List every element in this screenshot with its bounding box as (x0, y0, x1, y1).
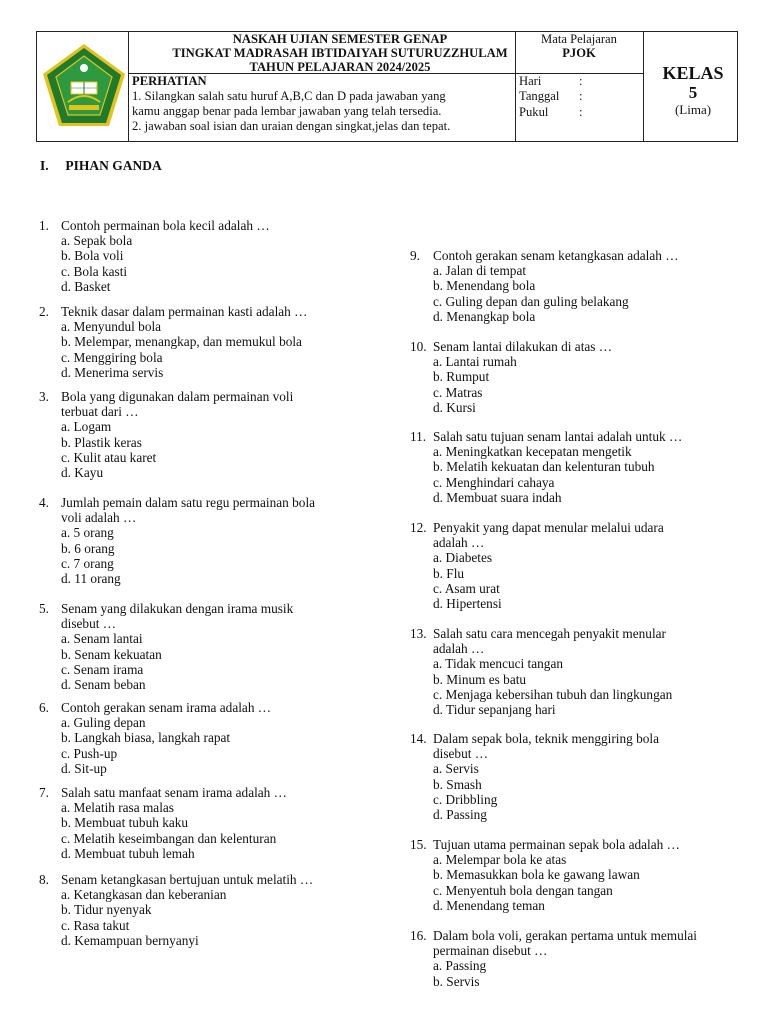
question-item (39, 218, 270, 294)
question-text: Dalam sepak bola, teknik menggiring bola (433, 731, 659, 746)
instruction-line: kamu anggap benar pada lembar jawaban yang telah tersedia. (132, 104, 442, 118)
question-item (410, 731, 659, 822)
question-text: Dalam bola voli, gerakan pertama untuk memulai (433, 928, 698, 943)
title-line: TINGKAT MADRASAH IBTIDAIYAH SUTURUZZHULAM (172, 46, 508, 60)
answer-option[interactable]: a. Menyundul bola (61, 319, 162, 335)
answer-option[interactable]: c. Menjaga kebersihan tubuh dan lingkungan (433, 686, 673, 702)
question-item (39, 304, 307, 380)
question-text: Bola yang digunakan dalam permainan voli (61, 389, 294, 404)
question-number: 12. (410, 520, 427, 535)
title-line: NASKAH UJIAN SEMESTER GENAP (232, 32, 448, 46)
question-text: permainan disebut … (433, 943, 548, 959)
answer-option[interactable]: c. 7 orang (61, 555, 114, 571)
instructions-heading: PERHATIAN (132, 74, 207, 88)
answer-option[interactable]: a. Melempar bola ke atas (433, 852, 567, 868)
subject-label: Mata Pelajaran (541, 32, 617, 46)
instructions (132, 74, 552, 134)
question-item (410, 429, 682, 505)
answer-option[interactable]: c. Bola kasti (61, 263, 128, 279)
meta-label: Pukul (519, 104, 549, 119)
answer-option[interactable]: d. Menerima servis (61, 364, 164, 380)
answer-option[interactable]: d. Kursi (433, 399, 476, 415)
question-text: Tujuan utama permainan sepak bola adalah … (433, 837, 680, 852)
question-number: 8. (39, 872, 49, 887)
answer-option[interactable]: b. Minum es batu (433, 671, 527, 687)
answer-option[interactable]: b. Servis (433, 973, 480, 989)
answer-option[interactable]: c. Dribbling (433, 791, 498, 807)
answer-option[interactable]: a. Lantai rumah (433, 354, 517, 370)
question-text: Contoh gerakan senam ketangkasan adalah … (433, 248, 679, 263)
question-text: Senam yang dilakukan dengan irama musik (61, 601, 294, 616)
exam-header (36, 31, 738, 142)
answer-option[interactable]: b. 6 orang (61, 540, 115, 556)
question-number: 6. (39, 700, 49, 715)
question-number: 16. (410, 928, 427, 943)
answer-option[interactable]: b. Melempar, menangkap, dan memukul bola (61, 334, 302, 350)
answer-option[interactable]: a. Logam (61, 419, 112, 435)
answer-option[interactable]: d. Kemampuan bernyanyi (61, 932, 199, 948)
question-number: 14. (410, 731, 427, 746)
meta-label: Hari (519, 74, 542, 88)
question-item (410, 837, 680, 913)
answer-option[interactable]: a. Passing (433, 958, 487, 974)
answer-option[interactable]: d. Passing (433, 807, 487, 823)
section-heading (40, 158, 162, 173)
question-text: Senam ketangkasan bertujuan untuk melatih … (61, 872, 314, 887)
question-text: Salah satu cara mencegah penyakit menular (433, 626, 666, 641)
answer-option[interactable]: b. Flu (433, 565, 465, 581)
answer-option[interactable]: b. Melatih kekuatan dan kelenturan tubuh (433, 459, 655, 475)
answer-option[interactable]: d. Kayu (61, 465, 104, 481)
answer-option[interactable]: d. Hipertensi (433, 596, 502, 612)
question-item (410, 626, 672, 717)
answer-option[interactable]: a. 5 orang (61, 525, 114, 541)
subject-box (515, 32, 643, 60)
question-text: Senam lantai dilakukan di atas … (433, 339, 613, 354)
answer-option[interactable]: d. Sit-up (61, 760, 107, 776)
answer-option[interactable]: b. Membuat tubuh kaku (61, 815, 189, 831)
answer-option[interactable]: b. Senam kekuatan (61, 646, 162, 662)
school-logo-icon (41, 42, 127, 130)
section-number: I. (40, 158, 49, 173)
question-item (39, 700, 271, 776)
answer-option[interactable]: b. Tidur nyenyak (61, 902, 152, 918)
answer-option[interactable]: d. Basket (61, 278, 111, 294)
exam-meta (519, 74, 583, 120)
divider (643, 32, 644, 141)
instruction-line: 1. Silangkan salah satu huruf A,B,C dan D pada jawaban yang (132, 89, 446, 103)
class-label: KELAS (662, 63, 724, 83)
answer-option[interactable]: b. Bola voli (61, 248, 124, 264)
question-number: 2. (39, 304, 49, 319)
answer-option[interactable]: a. Guling depan (61, 715, 146, 731)
answer-option[interactable]: c. Menggiring bola (61, 349, 163, 365)
answer-option[interactable]: c. Menghindari cahaya (433, 474, 555, 490)
answer-option[interactable]: c. Asam urat (433, 580, 500, 596)
question-item (410, 248, 679, 324)
answer-option[interactable]: c. Guling depan dan guling belakang (433, 293, 629, 309)
meta-row-day (519, 74, 583, 89)
question-number: 9. (410, 248, 420, 263)
section-title: PIHAN GANDA (65, 158, 162, 173)
question-item (39, 785, 287, 861)
answer-option[interactable]: c. Matras (433, 384, 483, 400)
question-number: 10. (410, 339, 427, 354)
question-number: 15. (410, 837, 427, 852)
question-item (39, 601, 293, 692)
question-text: Contoh permainan bola kecil adalah … (61, 218, 270, 233)
answer-option[interactable]: b. Langkah biasa, langkah rapat (61, 730, 231, 746)
question-number: 13. (410, 626, 427, 641)
meta-value: : (579, 74, 583, 88)
answer-option[interactable]: a. Sepak bola (61, 233, 133, 249)
question-text: Contoh gerakan senam irama adalah … (61, 700, 272, 715)
answer-option[interactable]: a. Tidak mencuci tangan (433, 656, 563, 672)
question-number: 1. (39, 218, 49, 233)
meta-label: Tanggal (519, 89, 560, 104)
answer-option[interactable]: d. Menendang teman (433, 897, 545, 913)
answer-option[interactable]: d. Membuat tubuh lemah (61, 845, 195, 861)
answer-option[interactable]: a. Jalan di tempat (433, 263, 527, 279)
answer-option[interactable]: b. Memasukkan bola ke gawang lawan (433, 867, 640, 883)
answer-option[interactable]: d. 11 orang (61, 571, 121, 587)
answer-option[interactable]: c. Menyentuh bola dengan tangan (433, 882, 613, 898)
answer-option[interactable]: c. Melatih keseimbangan dan kelenturan (61, 830, 277, 846)
question-number: 4. (39, 495, 49, 510)
meta-row-time (519, 105, 583, 120)
question-item (39, 872, 313, 948)
question-number: 11. (410, 429, 427, 444)
question-text: voli adalah … (61, 510, 137, 526)
question-item (39, 495, 315, 586)
answer-option[interactable]: a. Servis (433, 761, 479, 777)
answer-option[interactable]: a. Meningkatkan kecepatan mengetik (433, 444, 632, 460)
meta-row-date (519, 89, 583, 104)
class-word: (Lima) (674, 102, 712, 117)
question-number: 3. (39, 389, 49, 404)
question-text: Jumlah pemain dalam satu regu permainan bola (61, 495, 316, 510)
question-text: disebut … (61, 616, 117, 632)
question-text: Teknik dasar dalam permainan kasti adalah … (61, 304, 308, 319)
question-item (410, 520, 664, 611)
answer-option[interactable]: b. Rumput (433, 369, 490, 385)
answer-option[interactable]: c. Senam irama (61, 661, 144, 677)
question-number: 7. (39, 785, 49, 800)
instruction-line: 2. jawaban soal isian dan uraian dengan singkat,jelas dan tepat. (132, 119, 451, 133)
answer-option[interactable]: d. Tidur sepanjang hari (433, 702, 556, 718)
divider (128, 32, 129, 141)
question-item (39, 389, 293, 480)
meta-value: : (579, 89, 583, 104)
answer-option[interactable]: b. Smash (433, 776, 482, 792)
question-text: disebut … (433, 746, 489, 762)
question-text: terbuat dari … (61, 404, 139, 420)
answer-option[interactable]: b. Menendang bola (433, 278, 536, 294)
answer-option[interactable]: a. Melatih rasa malas (61, 800, 174, 816)
subject-value: PJOK (562, 46, 596, 60)
class-number: 5 (688, 83, 698, 102)
question-item (410, 339, 612, 415)
title-line: TAHUN PELAJARAN 2024/2025 (249, 60, 431, 74)
question-number: 5. (39, 601, 49, 616)
answer-option[interactable]: a. Senam lantai (61, 631, 143, 647)
question-item (410, 928, 697, 989)
question-text: Penyakit yang dapat menular melalui udara (433, 520, 664, 535)
meta-value: : (579, 104, 583, 119)
question-text: Salah satu tujuan senam lantai adalah untuk … (433, 429, 683, 444)
answer-option[interactable]: c. Kulit atau karet (61, 449, 157, 465)
exam-title (134, 32, 546, 74)
answer-option[interactable]: c. Push-up (61, 745, 118, 761)
answer-option[interactable]: d. Menangkap bola (433, 308, 536, 324)
answer-option[interactable]: d. Membuat suara indah (433, 489, 562, 505)
class-box (647, 64, 739, 118)
question-text: adalah … (433, 535, 485, 551)
question-text: adalah … (433, 641, 485, 657)
answer-option[interactable]: b. Plastik keras (61, 434, 142, 450)
answer-option[interactable]: a. Ketangkasan dan keberanian (61, 887, 227, 903)
answer-option[interactable]: d. Senam beban (61, 677, 146, 693)
answer-option[interactable]: c. Rasa takut (61, 917, 130, 933)
question-text: Salah satu manfaat senam irama adalah … (61, 785, 287, 800)
answer-option[interactable]: a. Diabetes (433, 550, 493, 566)
